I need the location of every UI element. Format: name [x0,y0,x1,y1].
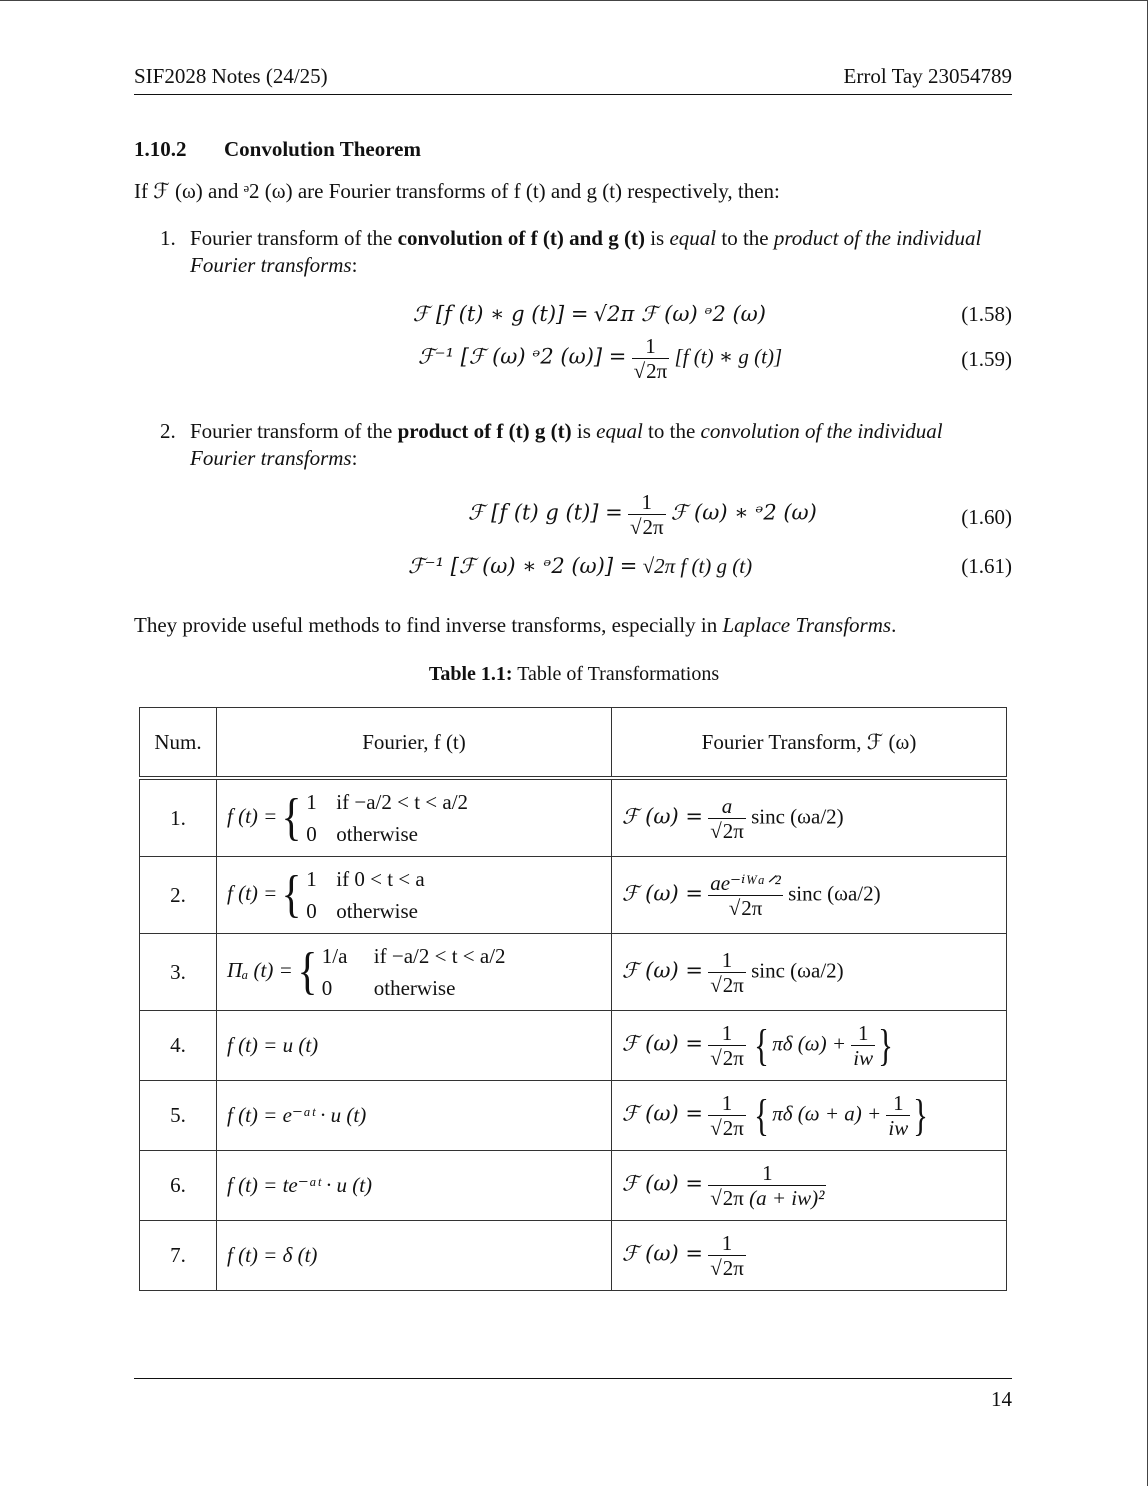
transform-lhs: ℱ (ω) = [622,1101,703,1126]
right-brace-icon: } [913,1090,929,1140]
section-title: Convolution Theorem [224,137,421,161]
radicand: 2π [722,818,744,843]
equation-rhs: √2π f (t) g (t) [642,554,753,578]
caption-label: Table 1.1: [428,663,513,685]
time-function: f (t) = u (t) [217,1011,612,1081]
fraction [708,1021,746,1070]
footer-rule [134,1378,1012,1379]
denominator: iw [888,1116,909,1140]
header-fourier: Fourier, f (t) [217,708,612,779]
header-fourier-transform: Fourier Transform, ℱ (ω) [612,708,1007,779]
fraction [886,1091,910,1140]
page-border-top [0,0,1148,1]
radicand: 2π [722,1256,744,1280]
equation-number: (1.58) [961,302,1012,326]
equation-rhs: √2π ℱ (ω) ᵊ2 (ω) [593,302,766,326]
list-item-2 [160,418,1012,472]
time-function [217,778,612,857]
case-value: 1 [306,867,317,891]
fraction [708,1231,746,1280]
right-brace-icon: } [878,1020,894,1070]
numerator: a [721,793,733,818]
radicand: 2π [722,1116,744,1140]
closing-italic: Laplace Transforms [722,613,892,637]
table-row [140,1221,1007,1291]
time-function: f (t) = te⁻ᵃᵗ · u (t) [217,1151,612,1221]
list-item-1 [160,225,1012,279]
numerator: 1 [721,1091,733,1115]
transform-rest: sinc (ωa/2) [751,957,844,982]
transform-rest: sinc (ωa/2) [788,880,881,905]
caption-text: Table of Transformations [517,663,720,685]
fraction [708,1091,746,1140]
table-row [140,1151,1007,1221]
fraction [708,871,783,920]
equation-number: (1.59) [961,347,1012,371]
denominator: √2π [710,1046,744,1070]
row-number: 3. [140,934,217,1011]
intro-paragraph: If ℱ (ω) and ᵊ2 (ω) are Fourier transforms of f (t) and g (t) respectively, then: [134,179,780,203]
table-row [140,857,1007,934]
item-text: Fourier transform of the [190,419,398,443]
equation-1-59 [418,334,782,383]
closing-end: . [891,613,897,637]
radicand: 2π [722,972,744,997]
time-function: f (t) = δ (t) [217,1221,612,1291]
case-condition: otherwise [336,822,418,846]
denominator-rest: (a + iw)² [749,1186,825,1210]
section-heading [134,137,421,162]
item-italic: equal [596,419,643,443]
row-number: 5. [140,1081,217,1151]
item-text: is [644,226,670,250]
numerator: ae⁻ⁱᵂᵃᐟ² [710,870,781,895]
row-number: 7. [140,1221,217,1291]
transform-lhs: ℱ (ω) = [622,1171,703,1196]
equation-1-58 [413,302,766,327]
equation-1-61 [408,554,752,579]
denominator: √2π [710,1116,744,1140]
transform-function [612,778,1007,857]
numerator: 1 [762,1161,773,1185]
transform-function [612,1081,1007,1151]
section-number: 1.10.2 [134,137,187,161]
fraction [708,948,746,997]
transform-rest: sinc (ωa/2) [751,803,844,828]
case-condition: otherwise [373,976,456,1000]
row-number: 1. [140,778,217,857]
denominator: √2π (a + iw)² [710,1186,825,1210]
row-number: 2. [140,857,217,934]
left-brace-icon: { [281,789,302,846]
case-value: 0 [321,976,333,1000]
radicand: 2π [722,1046,744,1070]
item-bold: convolution of f (t) and g (t) [397,226,645,250]
numerator: 1 [857,1021,869,1045]
table-caption [0,663,1148,686]
denominator: √2π [708,895,783,920]
transform-function [612,934,1007,1011]
equation-lhs: ℱ⁻¹ [ℱ (ω) ∗ ᵊ2 (ω)] = [408,554,638,578]
equation-lhs: ℱ [f (t) g (t)] = [468,500,623,525]
transform-function [612,1011,1007,1081]
case-value: 0 [306,822,317,846]
case-condition: if −a/2 < t < a/2 [336,790,469,814]
table-row [140,1011,1007,1081]
item-text: : [351,446,358,470]
time-function [217,934,612,1011]
denominator: √2π [629,515,664,539]
function-lhs: f (t) = [227,803,278,828]
transform-lhs: ℱ (ω) = [622,1031,703,1056]
equation-rhs: ℱ (ω) ∗ ᵊ2 (ω) [670,500,817,525]
left-brace-icon: { [754,1090,770,1140]
transform-function [612,1151,1007,1221]
denominator: √2π [633,359,668,383]
table-row [140,934,1007,1011]
case-value: 0 [306,899,317,923]
left-brace-icon: { [297,943,318,1000]
table-header-row [140,708,1007,779]
row-number: 4. [140,1011,217,1081]
function-lhs: f (t) = [227,880,278,905]
item-text: : [351,253,358,277]
equation-number: (1.61) [961,554,1012,578]
denominator: iw [853,1046,874,1070]
item-text: to the [716,226,774,250]
case-value: 1/a [321,944,348,968]
left-brace-icon: { [281,866,302,923]
time-function: f (t) = e⁻ᵃᵗ · u (t) [217,1081,612,1151]
case-condition: if −a/2 < t < a/2 [373,944,506,968]
page-number: 14 [991,1387,1012,1411]
denominator: √2π [710,972,744,997]
table-row [140,778,1007,857]
closing-paragraph [134,612,1012,639]
header-author: Errol Tay 23054789 [843,64,1012,88]
running-header [134,64,1012,95]
brace-content: πδ (ω) + [772,1031,847,1056]
function-lhs: Πₐ (t) = [227,957,293,982]
denominator: √2π [710,1256,744,1280]
transform-function [612,857,1007,934]
case-value: 1 [306,790,317,814]
fraction [851,1021,875,1070]
closing-text: They provide useful methods to find inverse transforms, especially in [134,613,723,637]
numerator: 1 [641,490,653,514]
numerator: 1 [721,947,733,972]
left-brace-icon: { [754,1020,770,1070]
equation-lhs: ℱ⁻¹ [ℱ (ω) ᵊ2 (ω)] = [418,344,627,369]
fraction [628,490,666,539]
fraction [708,794,746,843]
equation-rhs: [f (t) ∗ g (t)] [674,344,783,369]
transform-lhs: ℱ (ω) = [622,957,703,982]
item-italic: product of the individual Fourier transforms [190,226,982,277]
radicand: 2π [646,359,668,383]
numerator: 1 [721,1021,733,1045]
item-text: to the [642,419,701,443]
radicand: 2π [741,895,763,920]
transformations-table [139,707,1007,1291]
equation-1-60 [468,490,817,539]
case-condition: otherwise [336,899,418,923]
item-text: is [571,419,597,443]
transform-lhs: ℱ (ω) = [622,1241,703,1266]
brace-content: πδ (ω + a) + [772,1101,882,1126]
piecewise-cases [306,786,468,850]
header-num: Num. [140,708,217,779]
item-italic: equal [669,226,717,250]
transform-function [612,1221,1007,1291]
radicand: 2π [722,1186,744,1210]
fraction [632,334,670,383]
fraction [708,1161,826,1210]
piecewise-cases [306,863,424,927]
radicand: 2π [642,515,664,539]
item-italic: convolution of the individual Fourier transforms [190,419,943,470]
denominator: √2π [710,818,744,843]
row-number: 6. [140,1151,217,1221]
transform-lhs: ℱ (ω) = [622,880,703,905]
numerator: 1 [721,1231,733,1255]
list-marker: 2. [160,419,176,443]
table-row [140,1081,1007,1151]
numerator: 1 [645,334,656,358]
numerator: 1 [893,1091,904,1115]
equation-number: (1.60) [961,505,1012,529]
item-bold: product of f (t) g (t) [397,419,572,443]
list-marker: 1. [160,226,176,250]
header-course: SIF2028 Notes (24/25) [134,64,328,88]
piecewise-cases [322,940,506,1004]
time-function [217,857,612,934]
case-condition: if 0 < t < a [336,867,425,891]
equation-lhs: ℱ [f (t) ∗ g (t)] = [412,302,589,326]
item-text: Fourier transform of the [190,226,398,250]
transform-lhs: ℱ (ω) = [622,803,703,828]
